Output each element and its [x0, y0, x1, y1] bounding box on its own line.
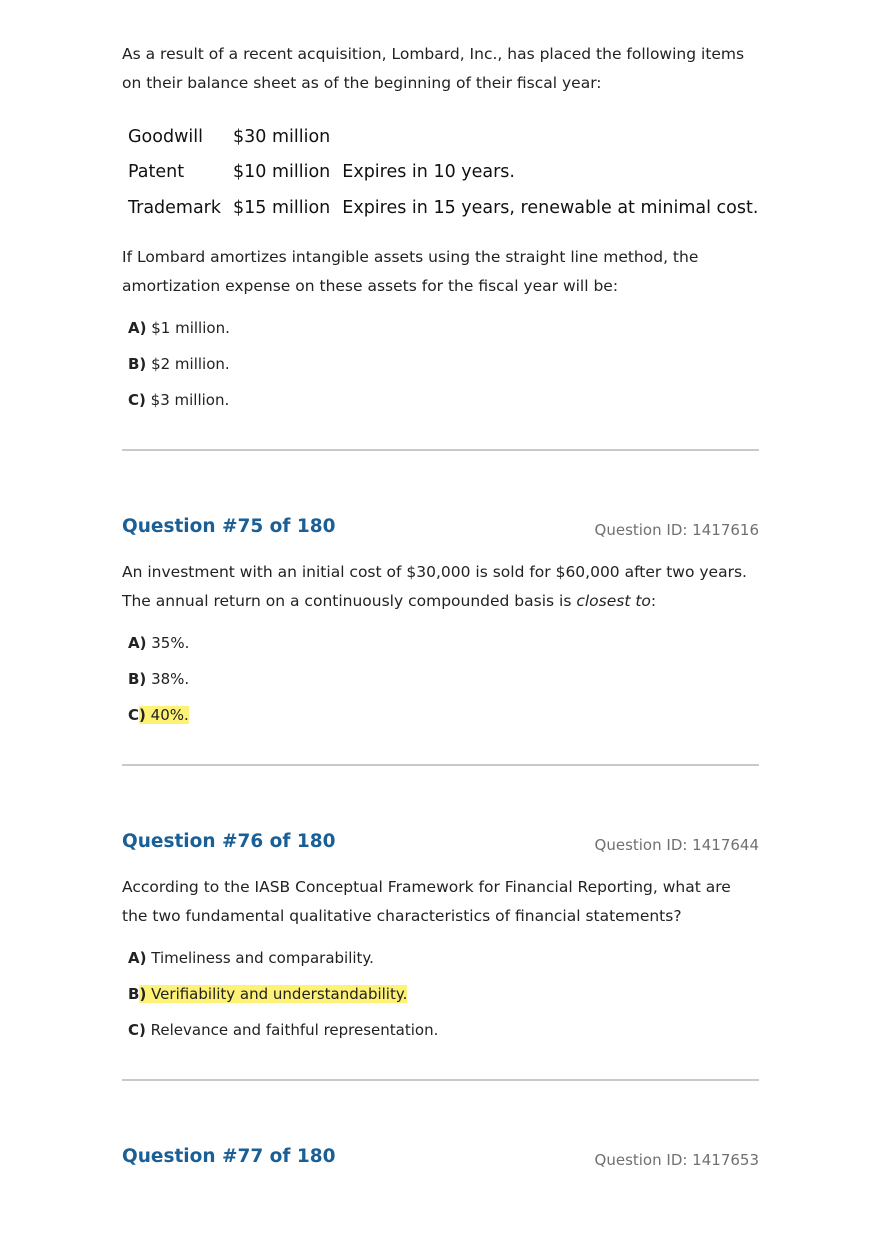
- choice-c[interactable]: [128, 389, 759, 411]
- intangible-assets-table: [128, 119, 770, 226]
- choice-text: Verifiability and understandability.: [151, 984, 408, 1003]
- choice-b[interactable]: [128, 668, 759, 690]
- question-id: Question ID: 1417653: [594, 1150, 759, 1169]
- question-title: Question #77 of 180: [122, 1145, 336, 1167]
- choice-letter: A): [128, 948, 147, 967]
- question-header: [122, 1146, 759, 1176]
- question-76-choices: [128, 947, 759, 1041]
- choice-c[interactable]: [128, 1019, 759, 1041]
- table-row: [128, 190, 770, 226]
- asset-amount: $15 million: [233, 197, 331, 218]
- choice-letter-paren: ): [139, 984, 147, 1003]
- choice-text: 38%.: [151, 669, 190, 688]
- exam-page: [122, 40, 759, 1176]
- choice-letter: B): [128, 669, 147, 688]
- choice-a[interactable]: [128, 632, 759, 654]
- question-75-choices: [128, 632, 759, 726]
- question-divider: [122, 449, 759, 451]
- question-divider: [122, 1079, 759, 1081]
- question-title: Question #75 of 180: [122, 515, 336, 537]
- choice-text: $2 million.: [151, 354, 230, 373]
- choice-letter: B): [128, 354, 147, 373]
- question-76: [122, 831, 759, 1041]
- question-75: [122, 516, 759, 726]
- question-header: [122, 516, 759, 546]
- choice-text: 35%.: [151, 633, 190, 652]
- question-74: [122, 40, 759, 411]
- choice-text: Timeliness and comparability.: [151, 948, 374, 967]
- question-74-stem-intro: As a result of a recent acquisition, Lombard, Inc., has placed the following items on their balance sheet as of the beginning of their fiscal year:: [122, 45, 745, 92]
- question-74-choices: [128, 317, 759, 411]
- choice-text: $3 million.: [150, 390, 230, 409]
- question-header: [122, 831, 759, 861]
- choice-a[interactable]: [128, 947, 759, 969]
- stem-emphasis: closest to: [576, 591, 651, 610]
- question-75-stem: [122, 558, 759, 616]
- choice-text: Relevance and faithful representation.: [150, 1020, 439, 1039]
- asset-name: Trademark: [128, 197, 222, 218]
- question-77: [122, 1146, 759, 1176]
- question-76-stem: According to the IASB Conceptual Framework for Financial Reporting, what are the two fundamental qualitative characteristics of financial statements?: [122, 877, 731, 925]
- choice-letter: C: [128, 705, 140, 724]
- question-title: Question #76 of 180: [122, 830, 336, 852]
- choice-letter: A): [128, 633, 147, 652]
- choice-letter: C): [128, 1020, 146, 1039]
- table-row: [128, 119, 770, 155]
- table-row: [128, 155, 770, 191]
- choice-c-selected[interactable]: [128, 704, 759, 726]
- question-id: Question ID: 1417616: [594, 520, 759, 539]
- highlighted-answer: [139, 985, 407, 1003]
- question-divider: [122, 764, 759, 766]
- asset-note: Expires in 10 years.: [342, 162, 515, 183]
- choice-text: $1 million.: [151, 318, 230, 337]
- choice-letter-paren: ): [139, 705, 146, 724]
- stem-text: An investment with an initial cost of $30,000 is sold for $60,000 after two years. The annual return on a continuously compounded basis is: [122, 562, 747, 610]
- choice-a[interactable]: [128, 317, 759, 339]
- asset-note: Expires in 15 years, renewable at minimal cost.: [342, 197, 759, 218]
- asset-amount: $30 million: [233, 126, 331, 147]
- asset-amount: $10 million: [233, 162, 331, 183]
- asset-note: [342, 119, 770, 155]
- asset-name: Patent: [128, 162, 185, 183]
- stem-text-end: :: [650, 591, 657, 610]
- choice-letter: C): [128, 390, 146, 409]
- choice-text: 40%.: [150, 705, 189, 724]
- question-74-stem-question: If Lombard amortizes intangible assets using the straight line method, the amortization expense on these assets for the fiscal year will be:: [122, 247, 699, 295]
- choice-b-selected[interactable]: [128, 983, 759, 1005]
- choice-letter: A): [128, 318, 147, 337]
- question-id: Question ID: 1417644: [594, 835, 759, 854]
- highlighted-answer: [139, 706, 189, 724]
- asset-name: Goodwill: [128, 126, 203, 147]
- choice-b[interactable]: [128, 353, 759, 375]
- choice-letter: B: [128, 984, 140, 1003]
